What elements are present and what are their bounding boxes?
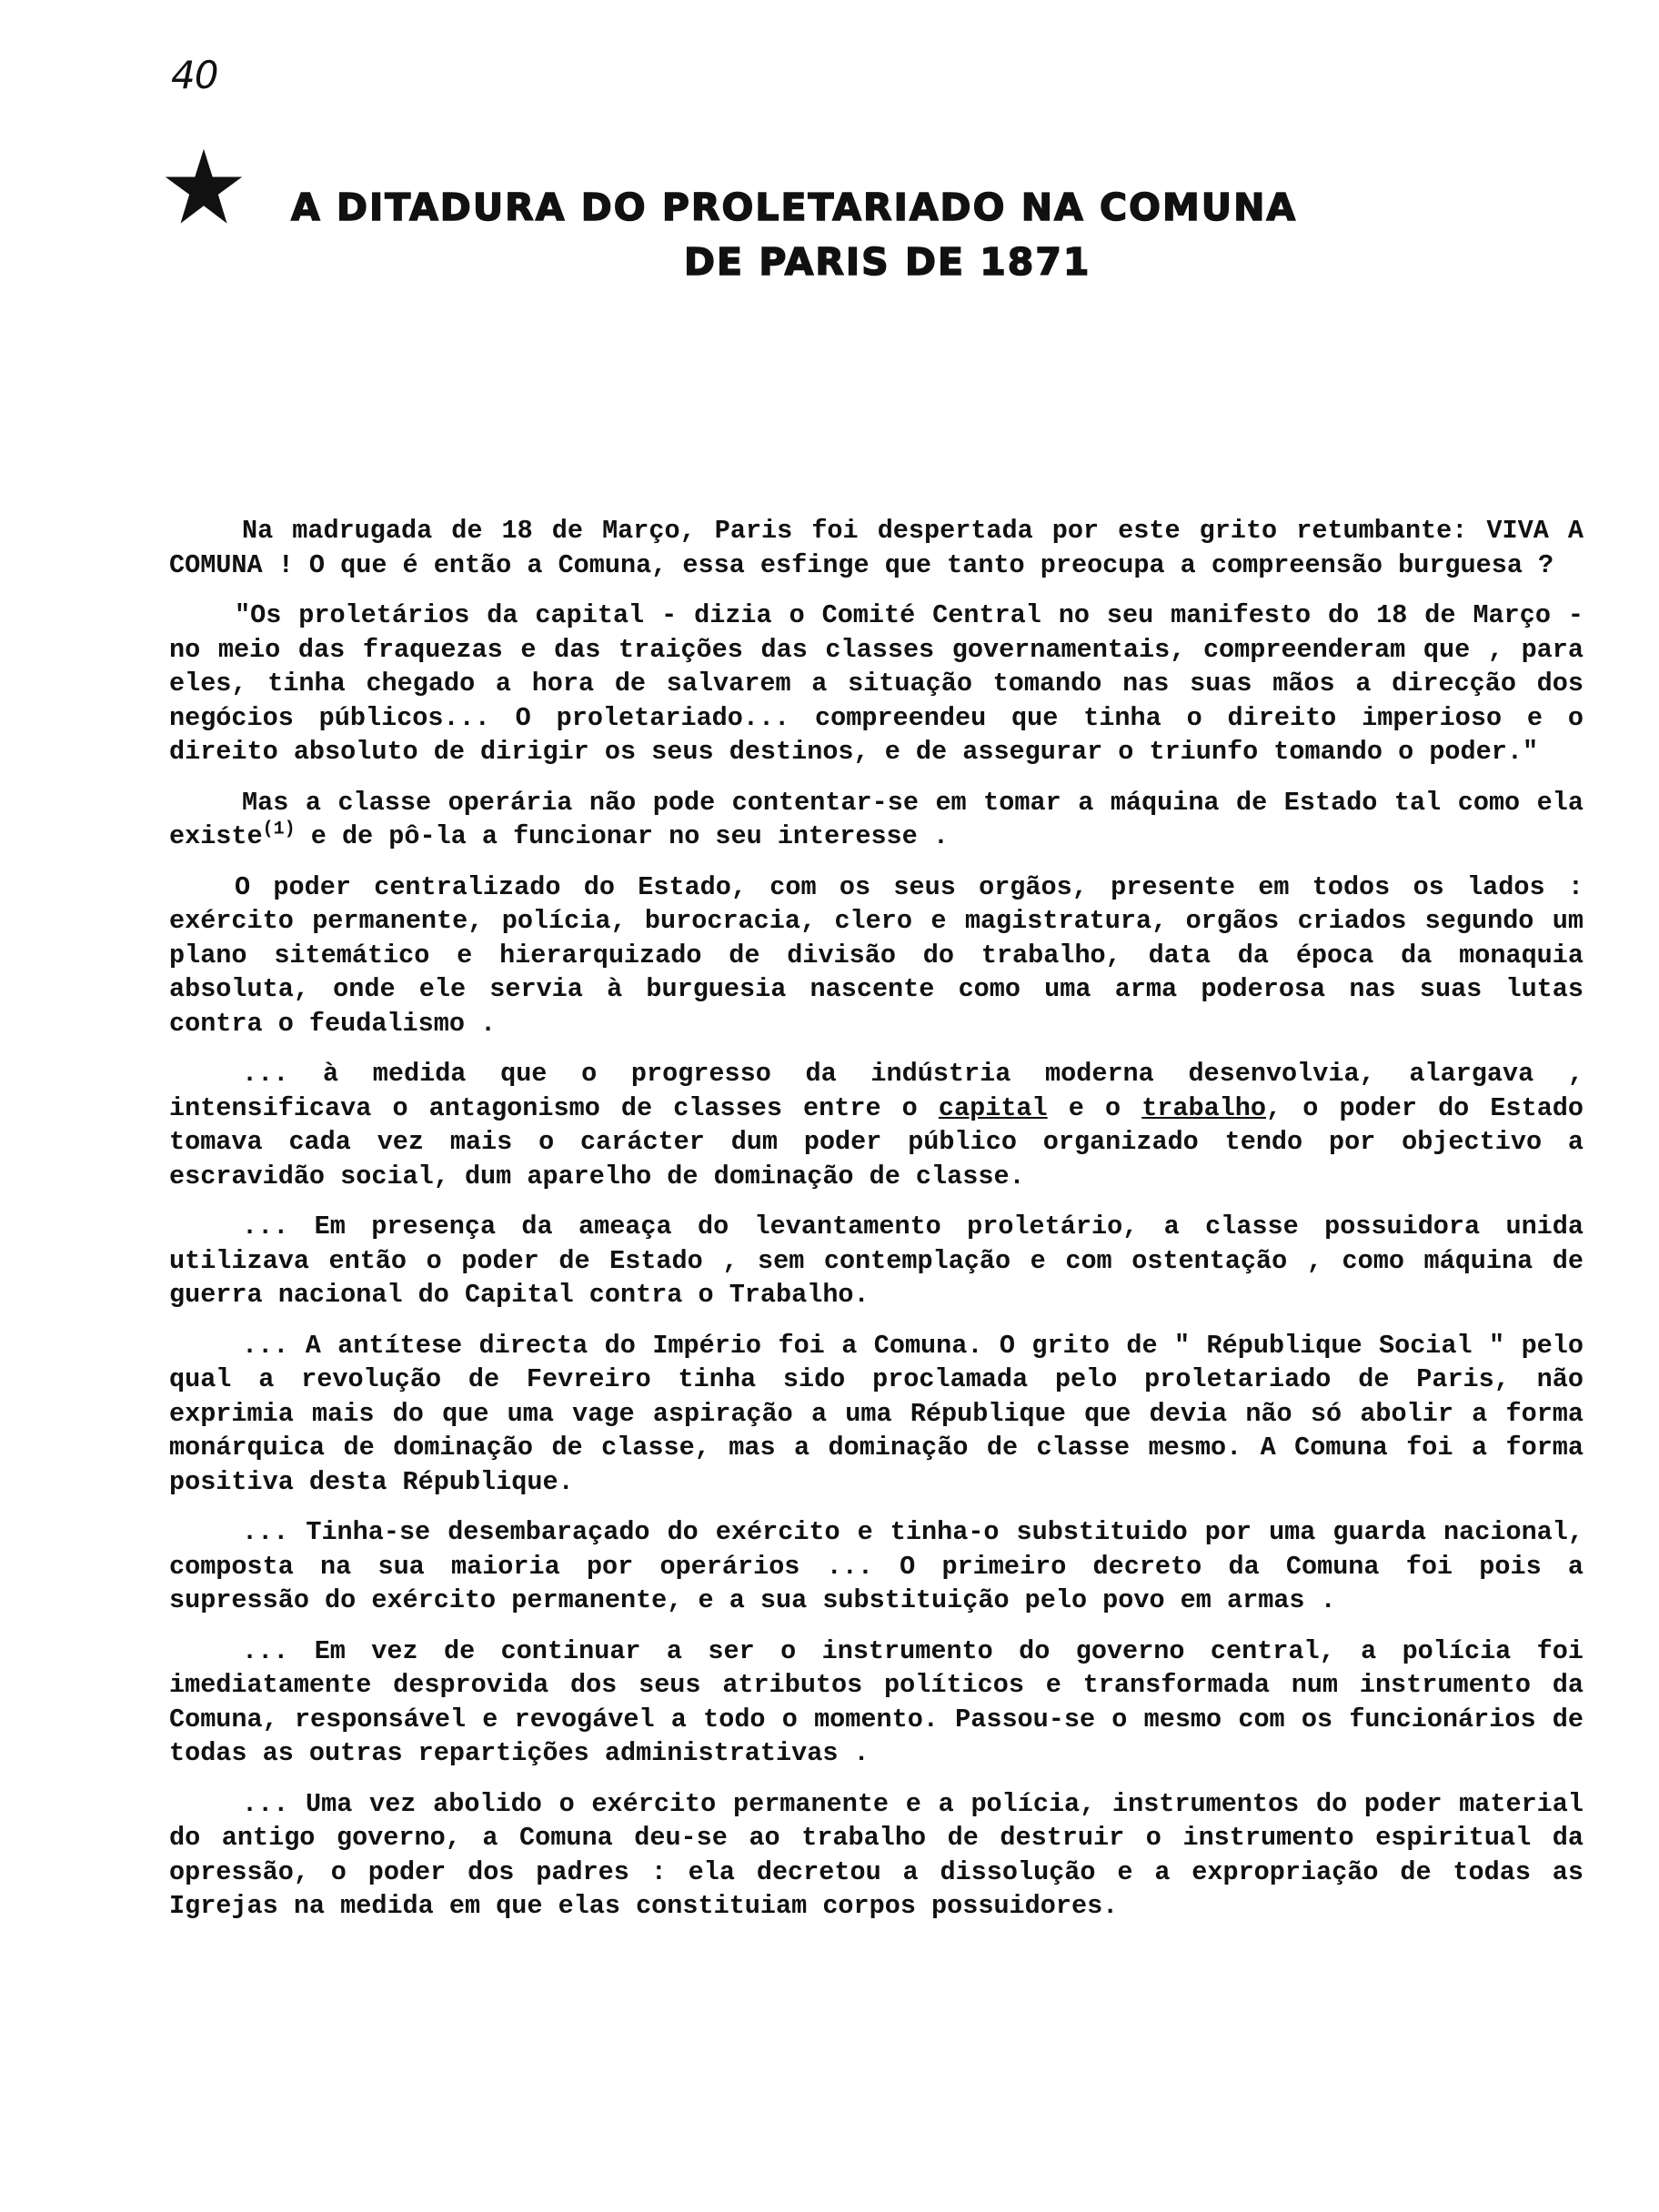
paragraph-10: ... Uma vez abolido o exército permanente e a polícia, instrumentos do poder material do antigo governo, a Comuna deu-se ao trabalho de destruir o instrumento espiritual da opressão, o poder dos padres : ela decretou a dissolução e a expropriação de todas as Igrejas na medida em que elas constituiam corpos possuidores. (169, 1788, 1584, 1921)
title-line-1: A DITADURA DO PROLETARIADO NA COMUNA (291, 186, 1298, 229)
paragraph-2: "Os proletários da capital - dizia o Comité Central no seu manifesto do 18 de Março - no meio das fraquezas e das traições das classes governamentais, compreenderam que , para eles, tinha chegado a hora de salvarem a situação tomando nas suas mãos a direcção dos negócios públicos... O proletariado... compreendeu que tinha o direito imperioso e o direito absoluto de dirigir os seus destinos, e de assegurar o triunfo tomando o poder." (169, 600, 1584, 767)
paragraph-3-text-end: e de pô-la a funcionar no seu interesse . (295, 821, 949, 851)
footnote-marker: (1) (262, 819, 296, 840)
paragraph-4: O poder centralizado do Estado, com os seus orgãos, presente em todos os lados : exército permanente, polícia, burocracia, clero e magistratura, orgãos criados segundo um plano sitemático e hierarquizado de divisão do trabalho, data da época da monaquia absoluta, onde ele servia à burguesia nascente como uma arma poderosa nas suas lutas contra o feudalismo . (169, 871, 1584, 1039)
paragraph-5 (169, 1057, 1584, 1193)
body-text (169, 514, 1584, 1940)
star-icon (164, 147, 244, 227)
paragraph-6: ... Em presença da ameaça do levantamento proletário, a classe possuidora unida utilizava então o poder de Estado , sem contemplação e com ostentação , como máquina de guerra nacional do Capital contra o Trabalho. (169, 1212, 1584, 1310)
paragraph-5-part-1: ... à medida que o progresso da indústria moderna desenvolvia, alargava , intensificava o antagonismo de classes entre o (169, 1059, 1584, 1123)
paragraph-5-part-3: , o poder do Estado tomava cada vez mais o carácter dum poder público organizado tendo por objectivo a escravidão social, dum aparelho de dominação de classe. (169, 1092, 1584, 1191)
paragraph-3 (169, 786, 1584, 854)
paragraph-9: ... Em vez de continuar a ser o instrumento do governo central, a polícia foi imediatamente desprovida dos seus atributos políticos e transformada num instrumento da Comuna, responsável e revogável a todo o momento. Passou-se o mesmo com os funcionários de todas as outras repartições administrativas . (169, 1635, 1584, 1768)
paragraph-5-part-2: e o (1047, 1092, 1142, 1123)
paragraph-1: Na madrugada de 18 de Março, Paris foi despertada por este grito retumbante: VIVA A COMUNA ! O que é então a Comuna, essa esfinge que tanto preocupa a compreensão burguesa ? (169, 516, 1584, 580)
title-line-2: DE PARIS DE 1871 (684, 240, 1091, 284)
paragraph-7: ... A antítese directa do Império foi a Comuna. O grito de " République Social " pelo qual a revolução de Fevreiro tinha sido proclamada pelo proletariado de Paris, não exprimia mais do que uma vage aspiração a uma République que devia não só abolir a forma monárquica de dominação de classe, mas a dominação de classe mesmo. A Comuna foi a forma positiva desta République. (169, 1330, 1584, 1497)
underlined-capital: capital (938, 1092, 1048, 1123)
underlined-trabalho: trabalho (1141, 1092, 1267, 1123)
paragraph-8: ... Tinha-se desembaraçado do exército e tinha-o substituido por uma guarda nacional, composta na sua maioria por operários ... O primeiro decreto da Comuna foi pois a supressão do exército permanente, e a sua substituição pelo povo em armas . (169, 1517, 1584, 1615)
page-number: 40 (171, 53, 218, 97)
paragraph-3-text: Mas a classe operária não pode contentar-se em tomar a máquina de Estado tal como ela existe (169, 787, 1584, 851)
document-title (291, 180, 1564, 289)
